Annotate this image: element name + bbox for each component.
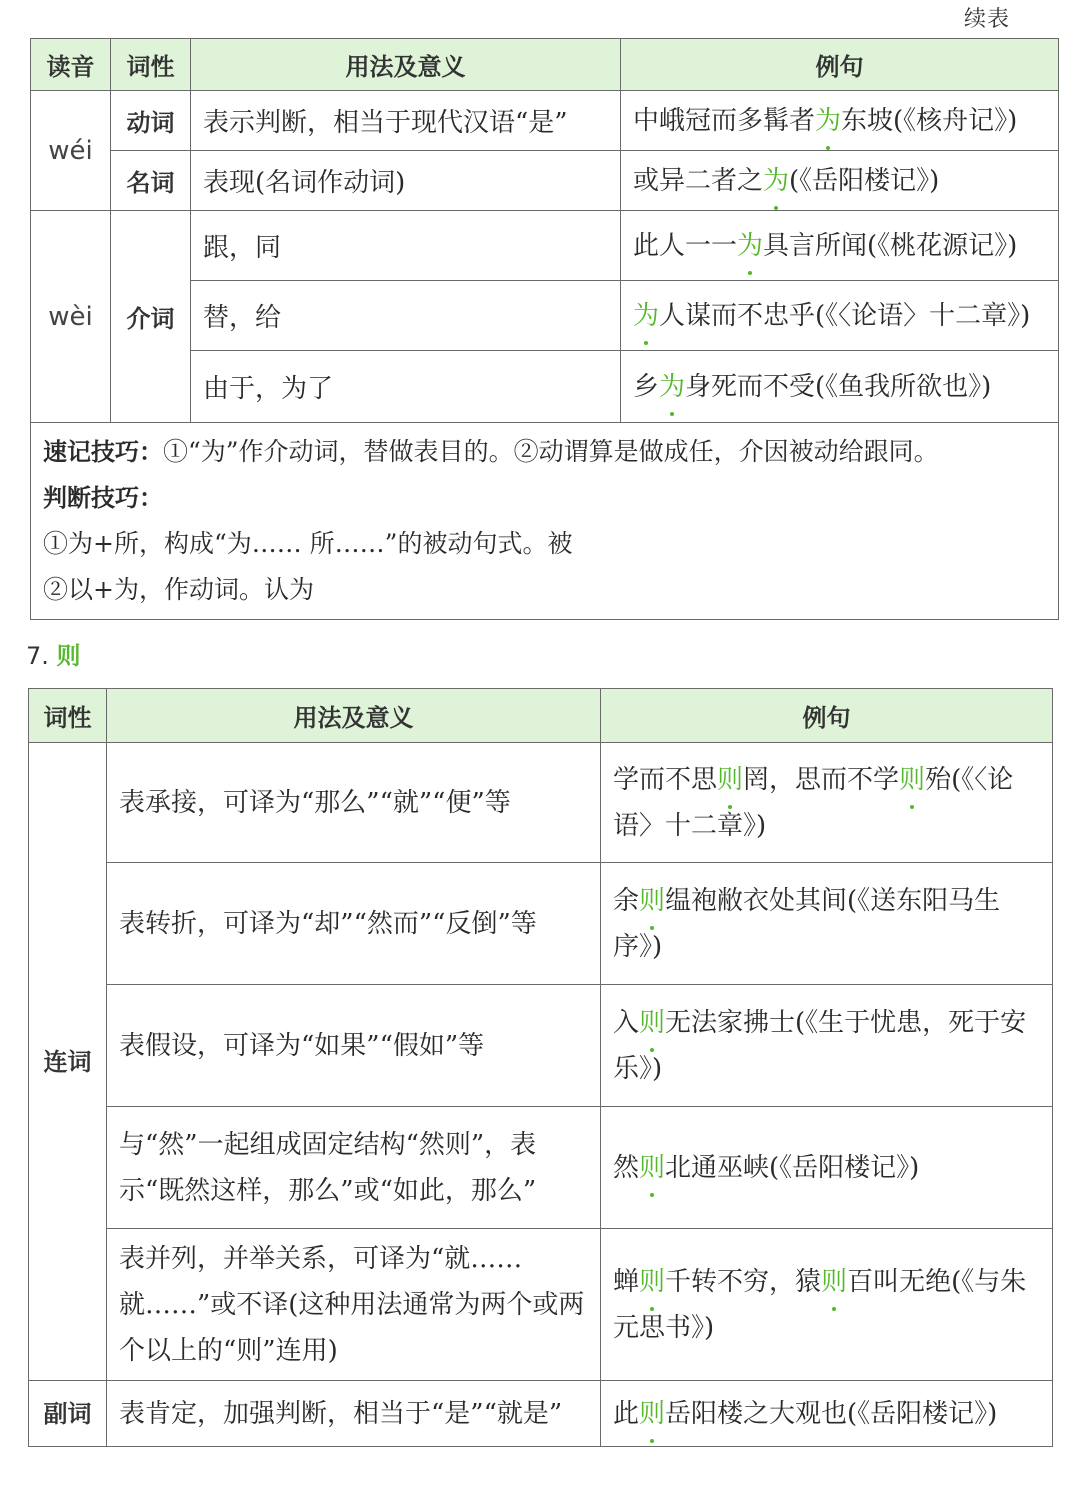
usage-cell: 表现(名词作动词) [191,151,621,211]
continued-label: 续表 [963,7,1010,32]
usage-cell: 表肯定，加强判断，相当于“是”“就是” [107,1381,601,1447]
highlight-word: 则 [717,757,743,803]
usage-cell: 表示判断，相当于现代汉语“是” [191,91,621,151]
highlight-word: 则 [639,1000,665,1046]
highlight-word: 则 [821,1259,847,1305]
example-text: 入 [613,1007,640,1038]
highlight-word: 则 [639,878,665,924]
example-text: 具言所闻(《桃花源记》) [763,230,1018,261]
header-example: 例句 [621,39,1059,91]
header-pronunciation: 读音 [31,39,111,91]
memo-label: 速记技巧： [43,438,163,466]
example-text: 罔，思而不学 [743,764,900,795]
example-cell [621,151,1059,211]
usage-cell: 与“然”一起组成固定结构“然则”，表示“既然这样，那么”或“如此，那么” [107,1107,601,1229]
pronunciation-cell: wéi [31,91,111,211]
table-wei [30,38,1059,620]
tips-row [31,423,1059,620]
memo-tip [43,429,1046,475]
table-row [29,863,1053,985]
example-cell [601,743,1053,863]
table-row [29,1229,1053,1381]
example-text: 人谋而不忠乎(《〈论语〉十二章》) [659,300,1031,331]
example-text: 北通巫峡(《岳阳楼记》) [665,1152,920,1183]
example-text: 然 [613,1152,640,1183]
highlight-word: 则 [639,1259,665,1305]
example-text: 百叫无绝(《与朱元思书》) [613,1266,1027,1343]
table-row [31,211,1059,281]
memo-text: ①“为”作介动词，替做表目的。②动谓算是做成任，介因被动给跟同。 [163,437,939,466]
example-text: 或异二者之 [633,165,764,196]
table-header-row [31,39,1059,91]
example-cell [601,1381,1053,1447]
tips-cell [31,423,1059,620]
highlight-word: 则 [639,1145,665,1191]
usage-cell: 替，给 [191,281,621,351]
highlight-word: 为 [763,158,789,204]
usage-cell: 表并列，并举关系，可译为“就……就……”或不译(这种用法通常为两个或两个以上的“则”连用) [107,1229,601,1381]
example-text: 余 [613,885,640,916]
example-text: 缊袍敝衣处其间(《送东阳马生序》) [613,885,1001,962]
example-text: 岳阳楼之大观也(《岳阳楼记》) [665,1398,998,1429]
judge-label: 判断技巧： [43,484,163,512]
usage-cell: 表承接，可译为“那么”“就”“便”等 [107,743,601,863]
pos-cell: 介词 [111,211,191,423]
example-text: 中峨冠而多髯者 [633,105,816,136]
example-text: 东坡(《核舟记》) [841,105,1018,136]
example-text: 蝉 [613,1266,640,1297]
judge-tip-2: ②以+为，作动词。认为 [43,575,314,604]
table-row [29,1107,1053,1229]
section-heading [26,636,81,671]
example-text: 乡 [633,371,660,402]
table-row [31,151,1059,211]
section-number: 7. [26,642,49,670]
header-usage: 用法及意义 [191,39,621,91]
highlight-word: 则 [899,757,925,803]
example-text: 此 [613,1398,640,1429]
example-cell [601,1107,1053,1229]
highlight-word: 为 [659,364,685,410]
example-cell [621,91,1059,151]
highlight-word: 则 [639,1391,665,1437]
pos-cell: 名词 [111,151,191,211]
judge-tip-1: ①为+所，构成“为…… 所……”的被动句式。被 [43,529,573,558]
pronunciation-cell: wèi [31,211,111,423]
example-cell [621,351,1059,423]
example-text: 无法家拂士(《生于忧患，死于安乐》) [613,1007,1027,1084]
pos-cell: 连词 [29,743,107,1381]
header-usage: 用法及意义 [107,689,601,743]
example-text: (《岳阳楼记》) [789,165,940,196]
example-cell [601,1229,1053,1381]
example-cell [621,281,1059,351]
example-text: 殆(《〈论语〉十二章》) [613,764,1014,841]
table-ze [28,688,1053,1447]
table-row [29,1381,1053,1447]
highlight-word: 为 [737,223,763,269]
pos-cell: 副词 [29,1381,107,1447]
header-part-of-speech: 词性 [29,689,107,743]
usage-cell: 表转折，可译为“却”“然而”“反倒”等 [107,863,601,985]
table-row [29,743,1053,863]
usage-cell: 跟，同 [191,211,621,281]
table-header-row [29,689,1053,743]
example-cell [601,863,1053,985]
judge-tip-label [43,475,1046,521]
example-cell [621,211,1059,281]
example-text: 千转不穷，猿 [665,1266,822,1297]
header-part-of-speech: 词性 [111,39,191,91]
section-word: 则 [56,642,81,670]
table-row [29,985,1053,1107]
table-row [31,91,1059,151]
usage-cell: 由于，为了 [191,351,621,423]
usage-cell: 表假设，可译为“如果”“假如”等 [107,985,601,1107]
header-example: 例句 [601,689,1053,743]
example-text: 学而不思 [613,764,718,795]
example-text: 身死而不受(《鱼我所欲也》) [685,371,992,402]
pos-cell: 动词 [111,91,191,151]
example-text: 此人一一 [633,230,738,261]
highlight-word: 为 [633,293,659,339]
highlight-word: 为 [815,98,841,144]
example-cell [601,985,1053,1107]
